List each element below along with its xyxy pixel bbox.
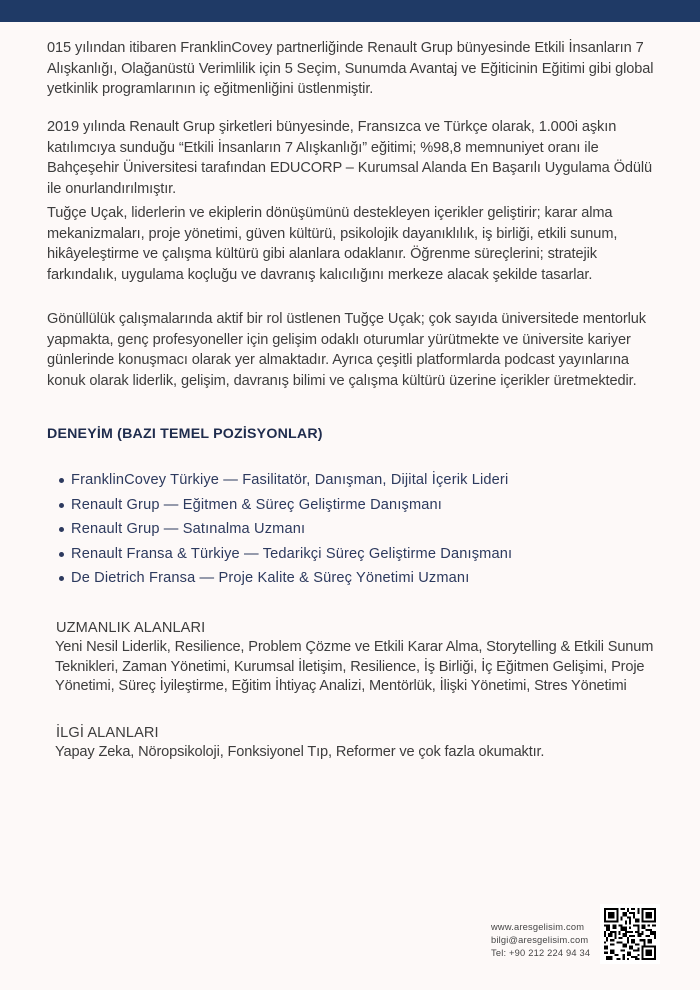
experience-heading: DENEYİM (BAZI TEMEL POZİSYONLAR) (47, 426, 323, 442)
experience-item (58, 518, 512, 543)
experience-item (58, 543, 512, 568)
experience-list (58, 469, 512, 592)
experience-item-text: FranklinCovey Türkiye — Fasilitatör, Danışman, Dijital İçerik Lideri (71, 472, 509, 488)
email-link[interactable]: bilgi@aresgelisim.com (491, 935, 589, 946)
experience-item-text: Renault Grup — Satınalma Uzmanı (71, 521, 306, 538)
expertise-title: UZMANLIK ALANLARI (56, 620, 206, 636)
experience-item-text: Renault Fransa & Türkiye — Tedarikçi Süreç Geliştirme Danışmanı (71, 545, 513, 562)
bio-paragraph-2: 2019 yılında Renault Grup şirketleri bünyesinde, Fransızca ve Türkçe olarak, 1.000i aşkın katılımcıya sunduğu “Etkili İnsanların 7 Alışkanlığı” eğitimi; %98,8 memnuniyet oranı ile Bahçeşehir Üniversitesi tarafından EDUCORP – Kurumsal Alanda En Başarılı Uygulama Ödülü ile onurlandırılmıştır. (47, 119, 653, 197)
interests-body: Yapay Zeka, Nöropsikoloji, Fonksiyonel Tıp, Reformer ve çok fazla okumaktır. (55, 744, 545, 760)
experience-item (58, 494, 512, 519)
experience-item-text: De Dietrich Fransa — Proje Kalite & Süreç Yönetimi Uzmanı (71, 570, 470, 587)
interests-title: İLGİ ALANLARI (56, 725, 159, 741)
qr-code-graphic (604, 908, 656, 960)
experience-item (58, 469, 512, 494)
bullet-icon (59, 527, 64, 532)
bio-paragraph-3: Tuğçe Uçak, liderlerin ve ekiplerin dönüşümünü destekleyen içerikler geliştirir; karar alma mekanizmaları, proje yönetimi, güven kültürü, psikolojik dayanıklılık, iş birliği, etkili sunum, hikâyeleştirme ve çalışma kültürü gibi alanlara odaklanır. Öğrenme süreçlerini; stratejik farkındalık, uygulama koçluğu ve davranış kalıcılığını merkeze alacak şekilde tasarlar. (47, 205, 618, 283)
bullet-icon (59, 552, 64, 557)
bullet-icon (59, 576, 64, 581)
experience-item-text: Renault Grup — Eğitmen & Süreç Geliştirme Danışmanı (71, 496, 443, 513)
phone-number: Tel: +90 212 224 94 34 (491, 948, 591, 959)
bullet-icon (59, 503, 64, 508)
bio-paragraph-1: 015 yılından itibaren FranklinCovey partnerliğinde Renault Grup bünyesinde Etkili İnsanların 7 Alışkanlığı, Olağanüstü Verimlilik için 5 Seçim, Sunumda Avantaj ve Eğiticinin Eğitimi gibi global yetkinlik programlarının iç eğitmenliğini üstlenmiştir. (47, 40, 654, 98)
footer-contact (491, 921, 590, 961)
bullet-icon (59, 478, 64, 483)
website-link[interactable]: www.aresgelisim.com (491, 922, 585, 932)
bio-paragraph-4: Gönüllülük çalışmalarında aktif bir rol üstlenen Tuğçe Uçak; çok sayıda üniversitede mentorluk yapmakta, genç profesyoneller için gelişim odaklı oturumlar yürütmekte ve üniversite kariyer günlerinde konuşmacı olarak yer almaktadır. Ayrıca çeşitli platformlarda podcast yayınlarına konuk olarak liderlik, gelişim, davranış bilimi ve çalışma kültürü üzerine içerikler üretmektedir. (47, 311, 646, 389)
expertise-body: Yeni Nesil Liderlik, Resilience, Problem Çözme ve Etkili Karar Alma, Storytelling & Etkili Sunum Teknikleri, Zaman Yönetimi, Kurumsal İletişim, Resilience, İş Birliği, İç Eğitmen Gelişimi, Proje Yönetimi, Süreç İyileştirme, Eğitim İhtiyaç Analizi, Mentörlük, İlişki Yönetimi, Stres Yönetimi (55, 639, 654, 694)
experience-item (58, 567, 512, 592)
qr-code-icon (600, 904, 660, 964)
top-header-bar (0, 0, 700, 22)
